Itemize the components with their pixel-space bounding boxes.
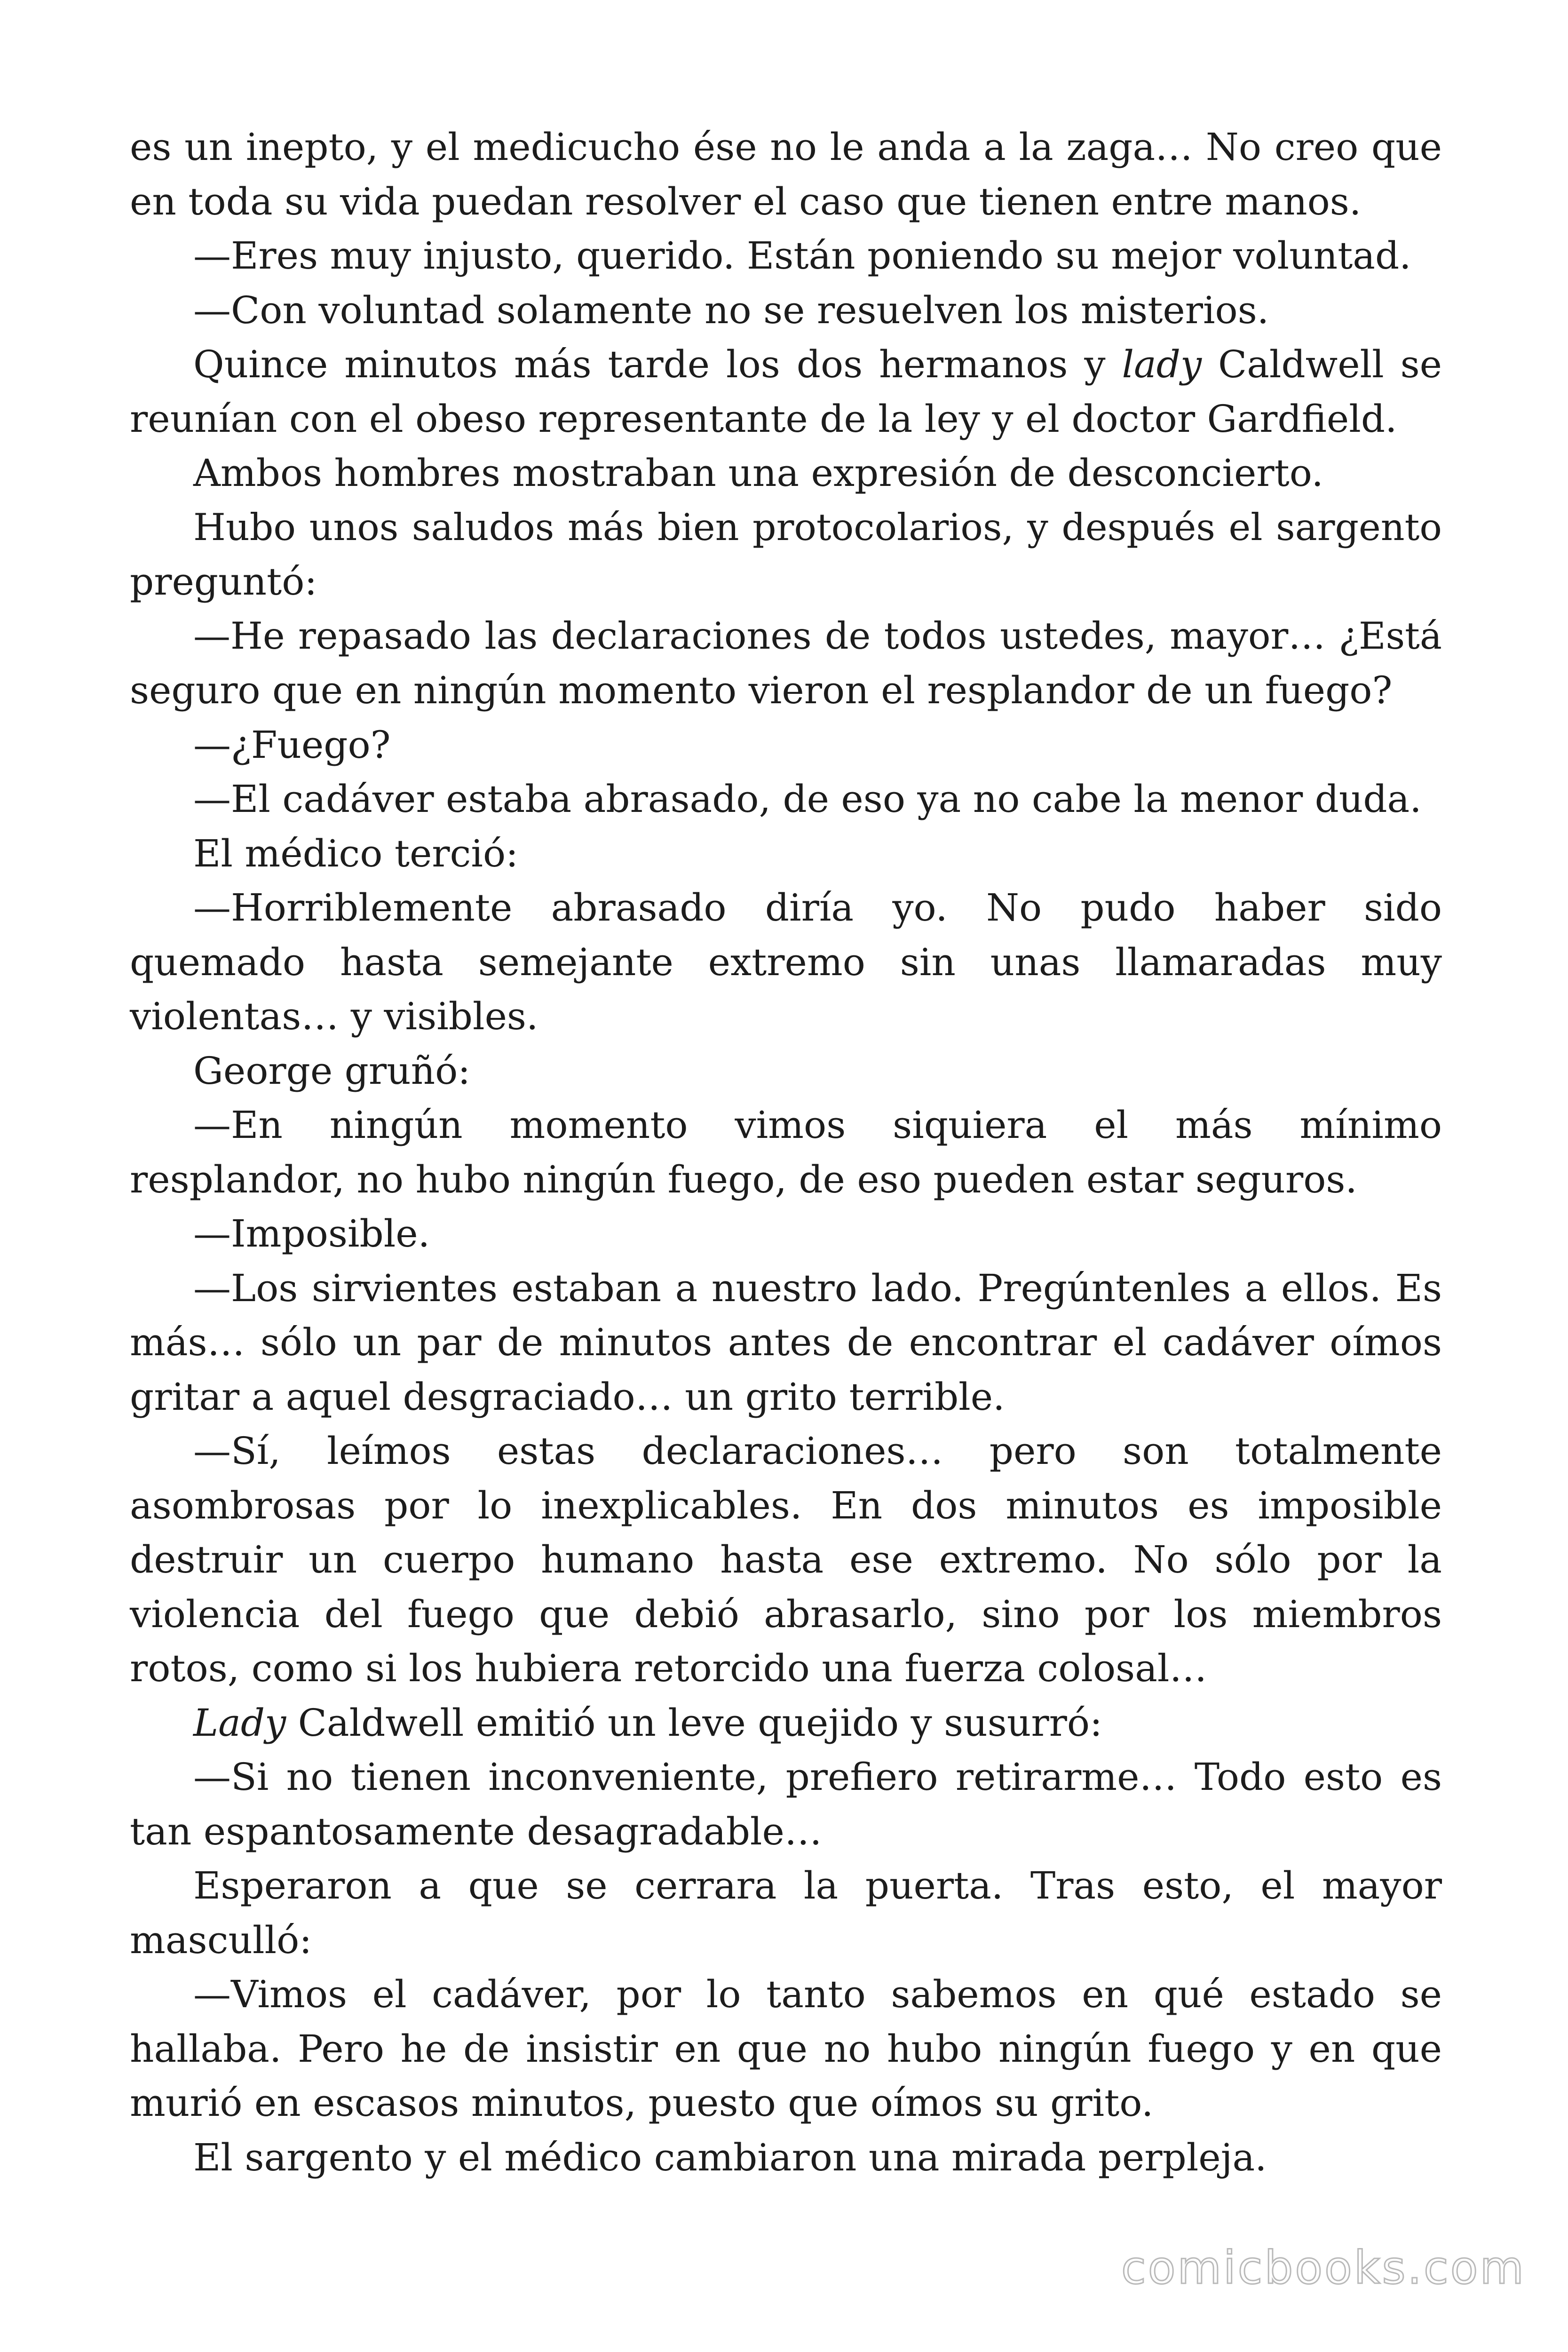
text-line: rotos, como si los hubiera retorcido una fuerza colosal… (130, 1646, 1207, 1690)
text-line: en toda su vida puedan resolver el caso que tienen entre manos. (130, 179, 1362, 223)
text-line: preguntó: (130, 560, 317, 604)
text-line: hallaba. Pero he de insistir en que no hubo ningún fuego y en que (130, 2026, 1442, 2071)
text-line: —Con voluntad solamente no se resuelven los misterios. (193, 288, 1269, 332)
text-line: —Vimos el cadáver, por lo tanto sabemos en qué estado se (193, 1972, 1442, 2016)
text-line: —En ningún momento vimos siquiera el más mínimo (193, 1103, 1442, 1147)
italic-word: lady (1122, 342, 1202, 386)
text-line: —El cadáver estaba abrasado, de eso ya no cabe la menor duda. (193, 777, 1422, 821)
italic-word: Lady (193, 1700, 286, 1745)
text-line: Esperaron a que se cerrara la puerta. Tras esto, el mayor (193, 1864, 1442, 1907)
text-line: violencia del fuego que debió abrasarlo, sino por los miembros (130, 1592, 1442, 1636)
text-line: gritar a aquel desgraciado… un grito terrible. (130, 1375, 1005, 1419)
text-line: tan espantosamente desagradable… (130, 1809, 822, 1853)
body-text (130, 120, 1442, 2185)
text-line: —Si no tienen inconveniente, prefiero retirarme… Todo esto es (193, 1755, 1442, 1799)
text-line: —He repasado las declaraciones de todos ustedes, mayor… ¿Está (193, 614, 1442, 658)
text-line: asombrosas por lo inexplicables. En dos minutos es imposible (130, 1483, 1442, 1527)
text-line: seguro que en ningún momento vieron el resplandor de un fuego? (130, 668, 1393, 712)
text-line: —Sí, leímos estas declaraciones… pero son totalmente (193, 1429, 1442, 1473)
text-line: más… sólo un par de minutos antes de encontrar el cadáver oímos (130, 1320, 1442, 1364)
text-line: —Eres muy injusto, querido. Están poniendo su mejor voluntad. (193, 234, 1411, 278)
text-line: Hubo unos saludos más bien protocolarios, y después el sargento (193, 505, 1442, 549)
text-line: resplandor, no hubo ningún fuego, de eso pueden estar seguros. (130, 1157, 1357, 1201)
text-line: murió en escasos minutos, puesto que oímos su grito. (130, 2081, 1154, 2125)
text-line: George gruñó: (193, 1049, 471, 1093)
text-line: —Los sirvientes estaban a nuestro lado. Pregúntenles a ellos. Es (193, 1266, 1442, 1310)
text-line (130, 337, 1442, 392)
text-line: Ambos hombres mostraban una expresión de desconcierto. (193, 451, 1323, 495)
text-line: —Horriblemente abrasado diría yo. No pudo haber sido (193, 886, 1442, 930)
text-line: reunían con el obeso representante de la ley y el doctor Gardfield. (130, 397, 1397, 441)
text-line: —Imposible. (193, 1212, 430, 1255)
text-line: destruir un cuerpo humano hasta ese extremo. No sólo por la (130, 1538, 1442, 1581)
watermark-logo: comicbooks.com (1121, 2241, 1526, 2294)
text-line: El médico terció: (193, 831, 519, 875)
text-line: quemado hasta semejante extremo sin unas llamaradas muy (130, 940, 1442, 984)
text-segment: Quince minutos más tarde los dos hermanos y (193, 342, 1122, 386)
text-segment: Caldwell emitió un leve quejido y susurró: (286, 1700, 1102, 1745)
text-line: violentas… y visibles. (130, 994, 539, 1038)
text-line (130, 1696, 1442, 1750)
text-line: El sargento y el médico cambiaron una mirada perpleja. (193, 2135, 1267, 2179)
text-line: es un inepto, y el medicucho ése no le anda a la zaga… No creo que (130, 125, 1442, 169)
text-line: —¿Fuego? (193, 723, 391, 767)
text-segment: Caldwell se (1202, 342, 1442, 386)
text-line: masculló: (130, 1918, 312, 1962)
